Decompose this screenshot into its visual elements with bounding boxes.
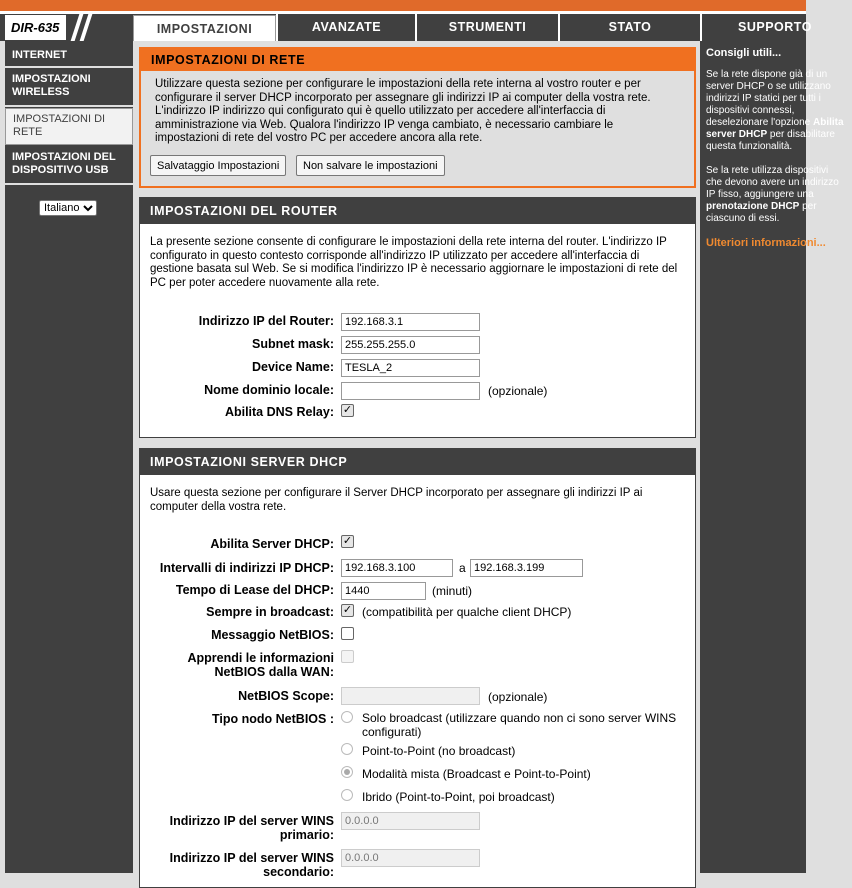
wins-secondary-label (140, 851, 334, 879)
wins-primary-input[interactable] (341, 812, 480, 830)
enable-dhcp-checkbox[interactable]: ✓ (342, 535, 353, 547)
device-name-label: Device Name: (252, 360, 334, 374)
top-banner (0, 0, 806, 11)
tab-stato[interactable]: STATO (558, 14, 700, 41)
netbios-scope-hint: (opzionale) (488, 690, 548, 704)
netbios-wan-label (150, 651, 334, 679)
help-panel (700, 41, 844, 873)
help-text: per disabilitare questa funzionalità. (706, 129, 835, 152)
wins-secondary-label-line: Indirizzo IP del server WINS (169, 851, 334, 865)
tab-impostazioni[interactable]: IMPOSTAZIONI (133, 15, 276, 41)
local-domain-hint: (opzionale) (488, 384, 548, 398)
dhcp-server-description: Usare questa sezione per configurare il Server DHCP incorporato per assegnare gli indirizzi IP ai computer della vostra rete. (150, 487, 643, 513)
always-broadcast-label: Sempre in broadcast: (206, 605, 334, 619)
wins-secondary-input[interactable] (341, 849, 480, 867)
dhcp-range-separator: a (459, 561, 466, 575)
local-domain-input[interactable] (341, 382, 480, 400)
node-mixed-radio[interactable] (341, 766, 353, 778)
dhcp-range-end-input[interactable] (470, 559, 583, 577)
wins-primary-label (140, 814, 334, 842)
router-ip-input[interactable] (341, 313, 480, 331)
node-point-to-point-label: Point-to-Point (no broadcast) (362, 744, 516, 758)
help-text-bold: prenotazione DHCP (706, 201, 800, 212)
network-settings-title: IMPOSTAZIONI DI RETE (141, 49, 694, 71)
dhcp-range-label: Intervalli di indirizzi IP DHCP: (159, 561, 334, 575)
local-domain-label: Nome dominio locale: (204, 383, 334, 397)
dns-relay-label: Abilita DNS Relay: (224, 405, 334, 419)
lease-time-label: Tempo di Lease del DHCP: (175, 583, 334, 597)
enable-dhcp-label: Abilita Server DHCP: (210, 537, 334, 551)
tab-supporto[interactable]: SUPPORTO (700, 14, 806, 41)
router-settings-description: La presente sezione consente di configurare le impostazioni della rete interna del router. L'indirizzo IP configurato in questo contesto corrisponde all'indirizzo IP utilizzato per accedere all'interfaccia di gestione basata sul Web. Se si modifica l'indirizzo IP è necessario aggiornare le impostazioni di rete del PC per poter accedere nuovamente alla rete. (150, 236, 678, 289)
dont-save-button[interactable]: Non salvare le impostazioni (296, 155, 445, 176)
netbios-wan-label-line: Apprendi le informazioni (187, 651, 334, 665)
sidebar-item-usb[interactable]: IMPOSTAZIONI DEL DISPOSITIVO USB (5, 147, 133, 185)
dhcp-range-start-input[interactable] (341, 559, 453, 577)
sidebar-item-wireless[interactable]: IMPOSTAZIONI WIRELESS (5, 69, 133, 107)
device-name-input[interactable] (341, 359, 480, 377)
lease-time-input[interactable] (341, 582, 426, 600)
always-broadcast-checkbox[interactable]: ✓ (342, 604, 353, 616)
help-title: Consigli utili... (706, 47, 782, 59)
model-logo: DIR-635 (5, 15, 66, 40)
node-broadcast-only-label: Solo broadcast (utilizzare quando non ci sono server WINS configurati) (362, 711, 677, 739)
always-broadcast-hint: (compatibilità per qualche client DHCP) (362, 605, 572, 619)
node-mixed-label: Modalità mista (Broadcast e Point-to-Point) (362, 767, 591, 781)
dhcp-server-title: IMPOSTAZIONI SERVER DHCP (140, 449, 695, 475)
tab-avanzate[interactable]: AVANZATE (276, 14, 415, 41)
tab-strumenti[interactable]: STRUMENTI (415, 14, 558, 41)
help-text: Se la rete utilizza dispositivi che devono avere un indirizzo IP fisso, aggiungere una (706, 165, 839, 200)
node-broadcast-only-radio[interactable] (341, 711, 353, 723)
node-hybrid-radio[interactable] (341, 789, 353, 801)
netbios-node-label: Tipo nodo NetBIOS : (212, 712, 334, 726)
netbios-wan-checkbox[interactable] (341, 650, 354, 663)
wins-secondary-label-line: secondario: (263, 865, 334, 879)
dns-relay-checkbox[interactable]: ✓ (342, 404, 353, 416)
help-text: Se la rete dispone già di un server DHCP o se utilizzano indirizzi IP statici per tutti i dispositivi connessi, deselezionare l'opzione (706, 69, 831, 128)
help-text-bold: Abilita server DHCP (706, 117, 844, 140)
wins-primary-label-line: Indirizzo IP del server WINS (169, 814, 334, 828)
language-select[interactable] (39, 200, 97, 216)
sidebar-item-network[interactable]: IMPOSTAZIONI DI RETE (5, 108, 133, 145)
netbios-scope-input[interactable] (341, 687, 480, 705)
netbios-message-label: Messaggio NetBIOS: (211, 628, 334, 642)
wins-primary-label-line: primario: (279, 828, 334, 842)
lease-time-unit: (minuti) (432, 584, 473, 598)
sidebar-item-internet[interactable]: INTERNET (5, 43, 133, 68)
router-ip-label: Indirizzo IP del Router: (198, 314, 334, 328)
router-settings-title: IMPOSTAZIONI DEL ROUTER (140, 198, 695, 224)
netbios-wan-label-line: NetBIOS dalla WAN: (214, 665, 334, 679)
node-point-to-point-radio[interactable] (341, 743, 353, 755)
help-paragraph-reservation (706, 165, 846, 225)
netbios-message-checkbox[interactable] (341, 627, 354, 640)
network-settings-description: Utilizzare questa sezione per configurare le impostazioni della rete interna al vostro router e per configurare il server DHCP incorporato per assegnare gli indirizzi IP ai computer della vostra rete. L'indirizzo IP indirizzo qui configurato qui è quello utilizzato per accedere all'interfaccia di amministrazione via Web. Qualora l'indirizzo IP venga cambiato, è necessario cambiare le impostazioni di rete del vostro PC per accedere ancora alla rete. (155, 78, 651, 144)
more-info-link[interactable]: Ulteriori informazioni... (706, 237, 826, 249)
help-paragraph-dhcp (706, 69, 846, 153)
subnet-mask-label: Subnet mask: (252, 337, 334, 351)
save-settings-button[interactable]: Salvataggio Impostazioni (150, 155, 286, 176)
node-hybrid-label: Ibrido (Point-to-Point, poi broadcast) (362, 790, 555, 804)
netbios-scope-label: NetBIOS Scope: (238, 689, 334, 703)
help-text: per ciascuno di essi. (706, 201, 817, 224)
subnet-mask-input[interactable] (341, 336, 480, 354)
